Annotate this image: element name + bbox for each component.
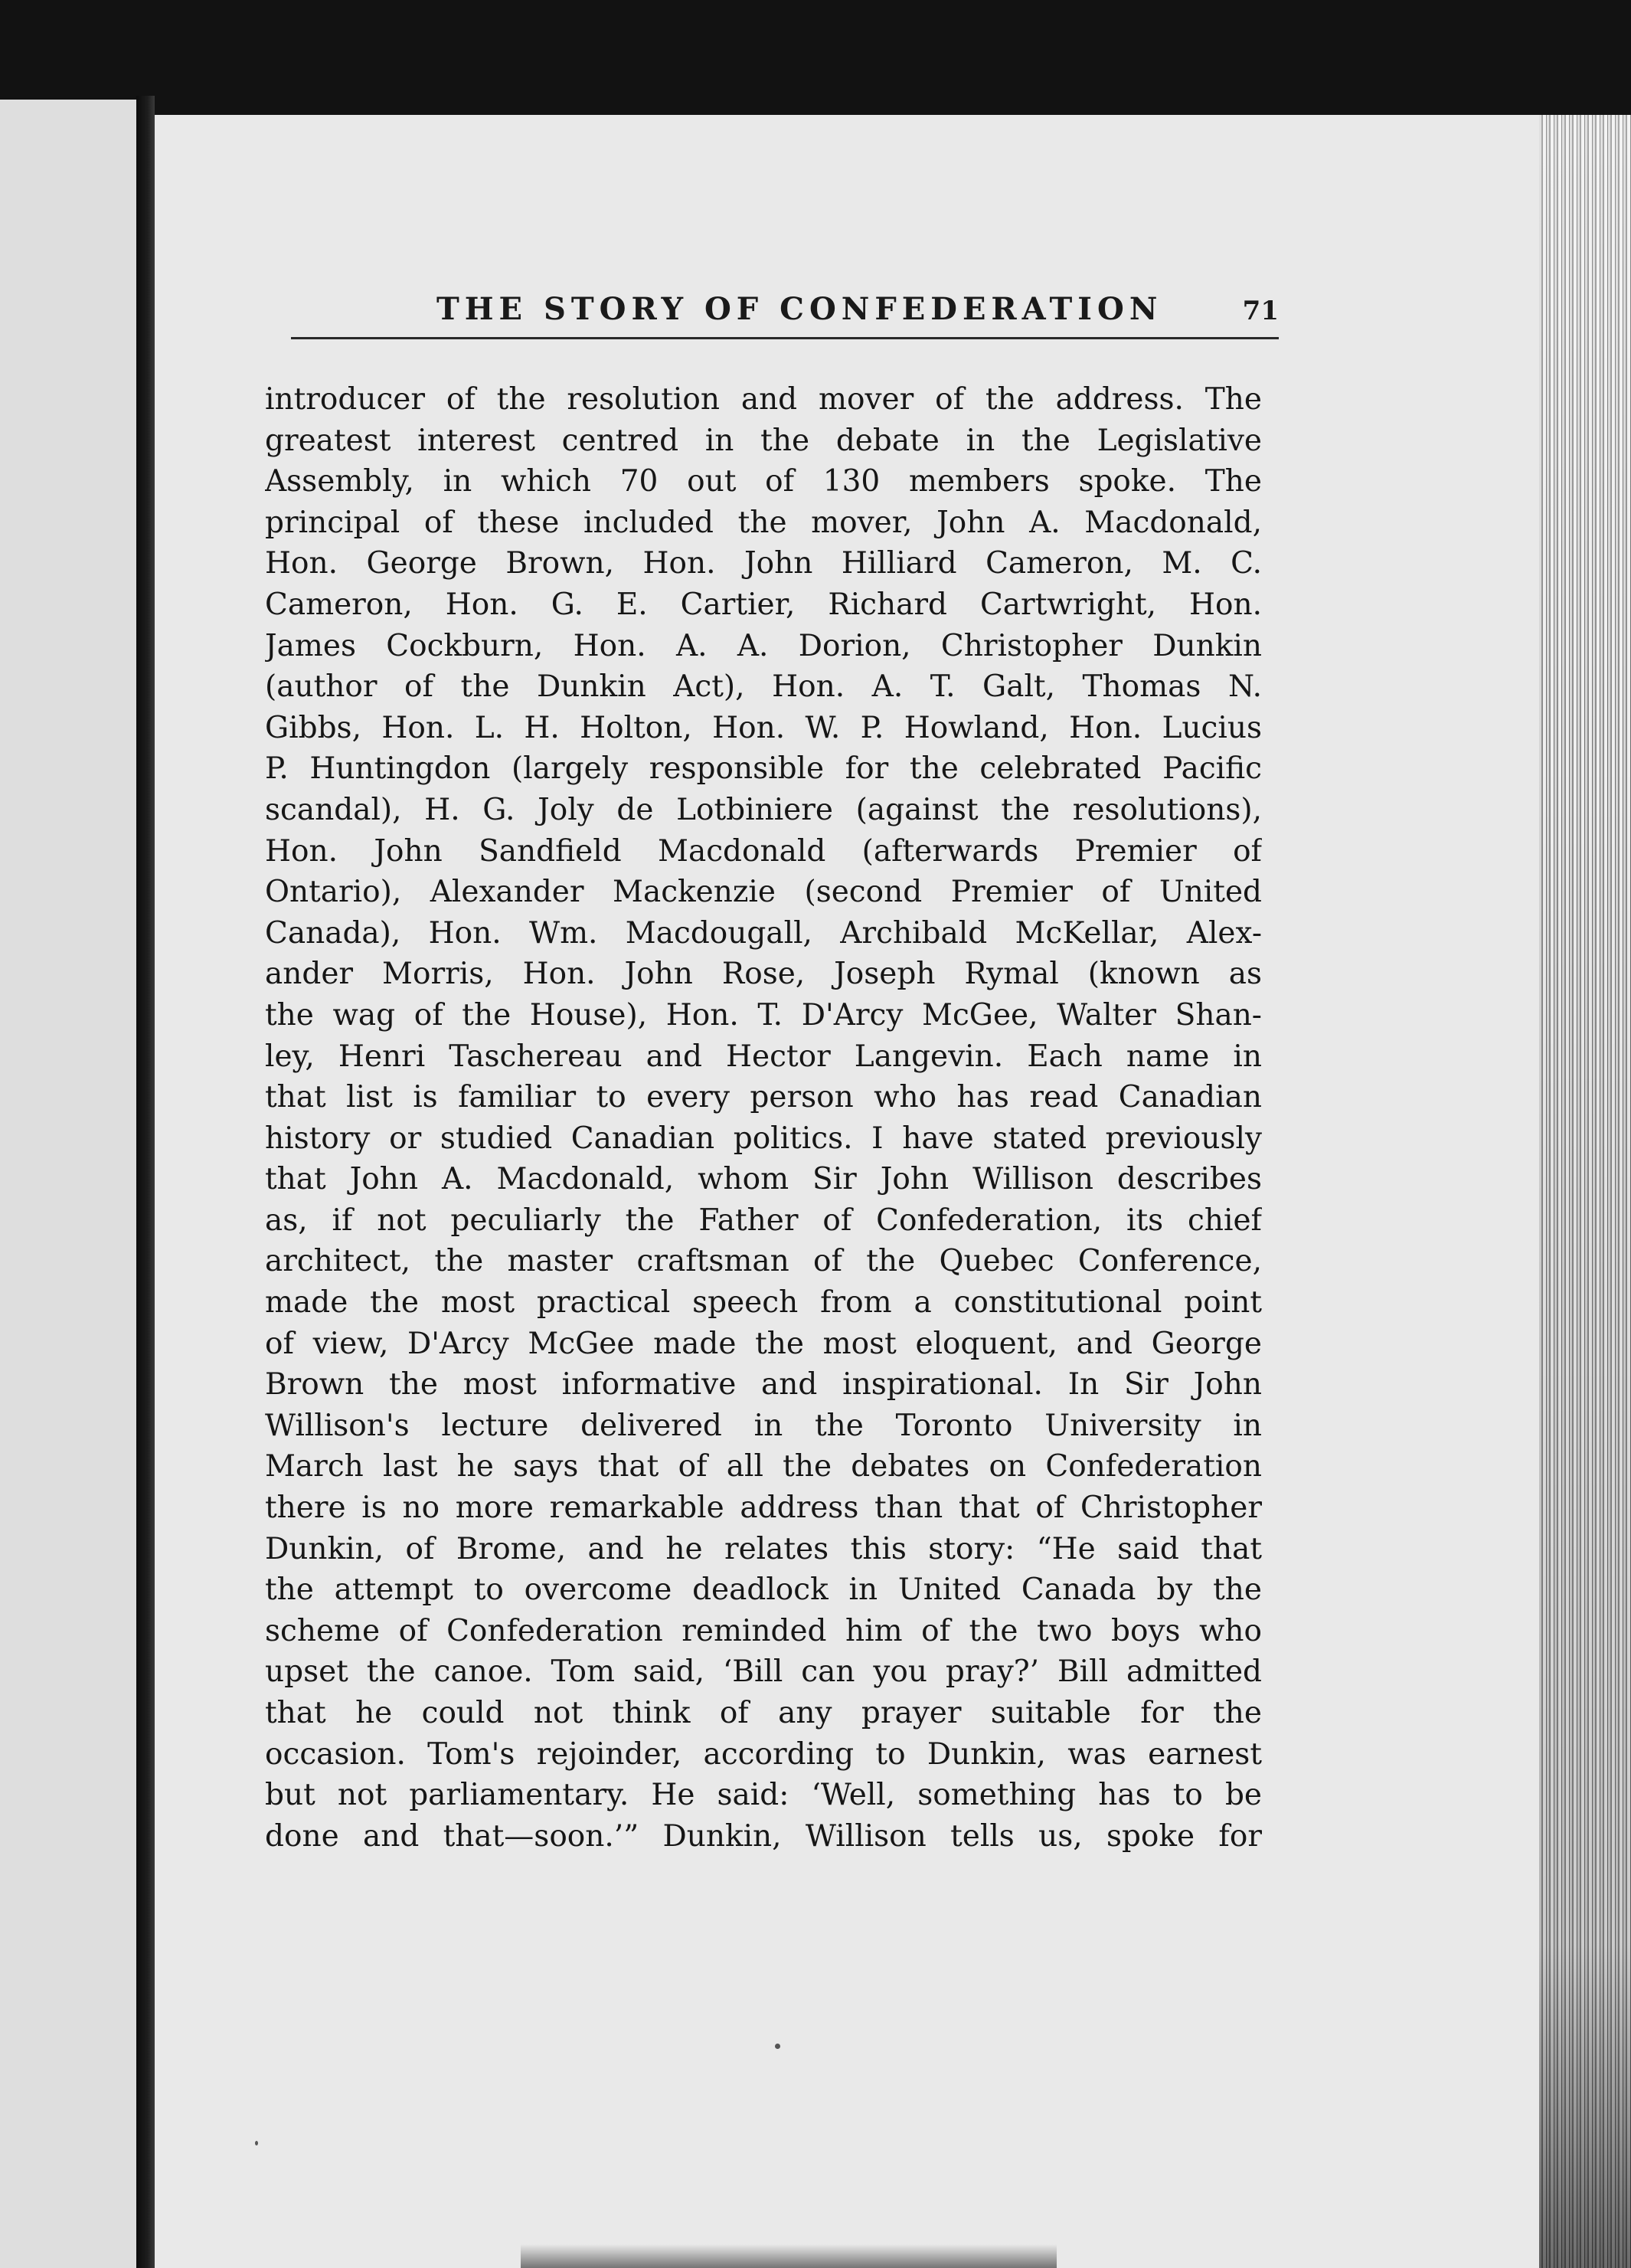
scan-speck [775,2044,780,2049]
text-line: James Cockburn, Hon. A. A. Dorion, Christopher Dunkin [265,628,1262,663]
text-line: Willison's lecture delivered in the Toronto University in [265,1408,1262,1443]
text-line: there is no more remarkable address than that of Christopher [265,1491,1262,1526]
text-line: Brown the most informative and inspirational. In Sir John [265,1367,1262,1402]
text-line: Dunkin, of Brome, and he relates this story: “He said that [265,1531,1262,1566]
text-line: as, if not peculiarly the Father of Confederation, its chief [265,1203,1262,1238]
text-line: Canada), Hon. Wm. Macdougall, Archibald McKellar, Alex- [265,915,1262,951]
body-text [265,379,1262,1857]
text-line: Ontario), Alexander Mackenzie (second Premier of United [265,875,1262,910]
text-line: of view, D'Arcy McGee made the most eloquent, and George [265,1326,1262,1361]
text-line: ley, Henri Taschereau and Hector Langevin. Each name in [265,1039,1262,1074]
text-line: done and that—soon.’” Dunkin, Willison tells us, spoke for [265,1818,1262,1854]
text-line: March last he says that of all the debates on Confederation [265,1449,1262,1484]
text-line: scandal), H. G. Joly de Lotbiniere (against the resolutions), [265,792,1262,827]
running-title: THE STORY OF CONFEDERATION [436,291,1163,327]
text-line: the wag of the House), Hon. T. D'Arcy McGee, Walter Shan- [265,997,1262,1033]
header-rule [291,337,1279,339]
left-page-edge [0,100,136,2268]
text-line: Assembly, in which 70 out of 130 members spoke. The [265,464,1262,499]
text-line: that list is familiar to every person who has read Canadian [265,1080,1262,1115]
text-line: Hon. George Brown, Hon. John Hilliard Cameron, M. C. [265,546,1262,581]
page-edges [1539,115,1631,2268]
page-number: 71 [1242,296,1279,326]
scan-shadow [521,2244,1057,2268]
text-line: Gibbs, Hon. L. H. Holton, Hon. W. P. Howland, Hon. Lucius [265,710,1262,745]
text-line: history or studied Canadian politics. I have stated previously [265,1121,1262,1156]
text-line: occasion. Tom's rejoinder, according to Dunkin, was earnest [265,1736,1262,1772]
book-gutter [136,96,155,2268]
text-line: the attempt to overcome deadlock in United Canada by the [265,1573,1262,1608]
text-line: architect, the master craftsman of the Quebec Conference, [265,1244,1262,1279]
text-line: Cameron, Hon. G. E. Cartier, Richard Cartwright, Hon. [265,587,1262,622]
text-line: principal of these included the mover, John A. Macdonald, [265,505,1262,540]
text-line: that John A. Macdonald, whom Sir John Willison describes [265,1162,1262,1197]
scan-speck [255,2141,258,2145]
text-line: greatest interest centred in the debate in the Legislative [265,423,1262,458]
text-line: introducer of the resolution and mover of the address. The [265,382,1262,417]
text-line: Hon. John Sandfield Macdonald (afterwards Premier of [265,833,1262,869]
text-line: but not parliamentary. He said: ‘Well, something has to be [265,1778,1262,1813]
text-line: (author of the Dunkin Act), Hon. A. T. Galt, Thomas N. [265,669,1262,705]
text-line: P. Huntingdon (largely responsible for the celebrated Pacific [265,751,1262,787]
text-line: that he could not think of any prayer suitable for the [265,1696,1262,1730]
text-line: made the most practical speech from a constitutional point [265,1285,1262,1321]
text-line: ander Morris, Hon. John Rose, Joseph Rymal (known as [265,957,1262,992]
text-line: scheme of Confederation reminded him of the two boys who [265,1613,1262,1648]
text-line: upset the canoe. Tom said, ‘Bill can you pray?’ Bill admitted [265,1654,1262,1690]
running-header [291,291,1279,337]
